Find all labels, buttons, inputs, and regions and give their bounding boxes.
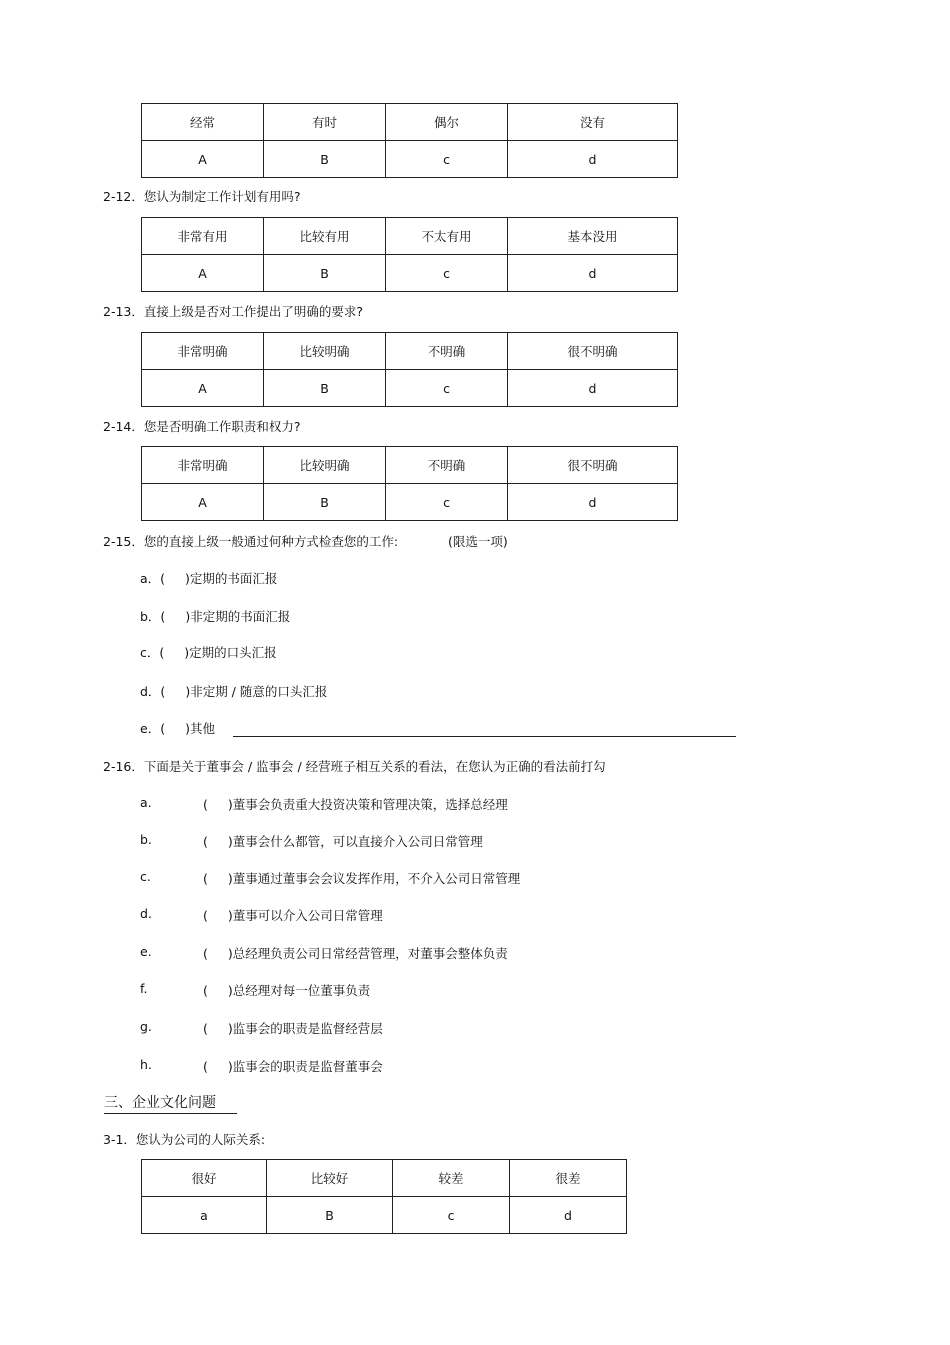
choice-text: )定期的口头汇报 (184, 645, 277, 660)
statement-text: )监事会的职责是监督董事会 (227, 1059, 383, 1074)
choice-text: )定期的书面汇报 (185, 571, 278, 586)
table-header-cell: 不明确 (386, 447, 508, 484)
table-value-cell: A (142, 370, 264, 407)
table-header-cell: 偶尔 (386, 104, 508, 141)
table-header-cell: 基本没用 (508, 218, 678, 255)
table-header-cell: 有时 (264, 104, 386, 141)
statement-text: )董事会什么都管，可以直接介入公司日常管理 (227, 834, 483, 849)
statement-checkbox[interactable] (203, 1019, 383, 1037)
statement-letter: b. (140, 832, 152, 847)
statement-text: )董事通过董事会会议发挥作用，不介入公司日常管理 (227, 871, 521, 886)
table-value-cell: A (142, 255, 264, 292)
statement-letter: e. (140, 944, 152, 959)
table-value-cell: B (264, 141, 386, 178)
statement-item[interactable] (140, 981, 147, 996)
table-header-cell: 比较有用 (264, 218, 386, 255)
checkbox-paren: ( (203, 871, 208, 886)
table-header-cell: 没有 (508, 104, 678, 141)
choice-letter: d．( (140, 684, 166, 699)
table-header-cell: 很不明确 (508, 447, 678, 484)
statement-text: )总经理对每一位董事负责 (227, 983, 371, 998)
table-value-cell: d (508, 255, 678, 292)
table-value-cell: c (393, 1197, 510, 1234)
table-header-cell: 很好 (142, 1160, 267, 1197)
statement-text: )监事会的职责是监督经营层 (227, 1021, 383, 1036)
table-value-cell: A (142, 141, 264, 178)
options-table-2-13 (141, 332, 678, 407)
options-table-2-11 (141, 103, 678, 178)
statement-item[interactable] (140, 906, 152, 921)
choice-letter: c．( (140, 645, 165, 660)
statement-item[interactable] (140, 832, 152, 847)
choice-text: )非定期的书面汇报 (185, 609, 291, 624)
statement-text: )总经理负责公司日常经营管理，对董事会整体负责 (227, 946, 508, 961)
statement-text: )董事可以介入公司日常管理 (227, 908, 383, 923)
table-header-cell: 非常明确 (142, 447, 264, 484)
question-2-12: 2-12．您认为制定工作计划有用吗? (103, 189, 301, 204)
statement-text: )董事会负责重大投资决策和管理决策，选择总经理 (227, 797, 508, 812)
choice-text: )非定期 / 随意的口头汇报 (185, 684, 328, 699)
table-header-cell: 比较明确 (264, 333, 386, 370)
table-header-cell: 非常有用 (142, 218, 264, 255)
table-value-cell: A (142, 484, 264, 521)
statement-item[interactable] (140, 1057, 152, 1072)
table-value-cell: d (508, 484, 678, 521)
table-header-cell: 较差 (393, 1160, 510, 1197)
statement-item[interactable] (140, 795, 152, 810)
table-header-cell: 非常明确 (142, 333, 264, 370)
statement-checkbox[interactable] (203, 869, 520, 887)
question-3-1: 3-1．您认为公司的人际关系: (103, 1132, 266, 1147)
table-header-cell: 比较好 (267, 1160, 393, 1197)
table-value-cell: d (510, 1197, 627, 1234)
choice-item[interactable] (140, 607, 290, 625)
options-table-3-1 (141, 1159, 627, 1234)
statement-checkbox[interactable] (203, 906, 383, 924)
table-header-cell: 经常 (142, 104, 264, 141)
table-value-cell: c (386, 370, 508, 407)
statement-item[interactable] (140, 944, 152, 959)
checkbox-paren: ( (203, 983, 208, 998)
statement-letter: g. (140, 1019, 152, 1034)
statement-letter: d. (140, 906, 152, 921)
checkbox-paren: ( (203, 1021, 208, 1036)
options-table-2-12 (141, 217, 678, 292)
table-value-cell: B (264, 255, 386, 292)
table-value-cell: B (267, 1197, 393, 1234)
table-header-cell: 比较明确 (264, 447, 386, 484)
statement-checkbox[interactable] (203, 981, 370, 999)
question-2-15: 2-15．您的直接上级一般通过何种方式检查您的工作: (103, 534, 399, 549)
checkbox-paren: ( (203, 797, 208, 812)
statement-item[interactable] (140, 1019, 152, 1034)
question-2-14: 2-14．您是否明确工作职责和权力? (103, 419, 301, 434)
choice-item[interactable] (140, 682, 327, 700)
statement-item[interactable] (140, 869, 151, 884)
statement-letter: a. (140, 795, 152, 810)
table-value-cell: c (386, 141, 508, 178)
checkbox-paren: ( (203, 834, 208, 849)
table-value-cell: B (264, 370, 386, 407)
choice-letter: b．( (140, 609, 166, 624)
table-value-cell: c (386, 255, 508, 292)
statement-checkbox[interactable] (203, 1057, 383, 1075)
choice-item[interactable] (140, 569, 277, 587)
checkbox-paren: ( (203, 946, 208, 961)
choice-text: )其他 (185, 721, 215, 736)
table-header-cell: 不太有用 (386, 218, 508, 255)
table-value-cell: d (508, 370, 678, 407)
table-value-cell: a (142, 1197, 267, 1234)
choice-letter: a．( (140, 571, 166, 586)
statement-checkbox[interactable] (203, 832, 483, 850)
choice-item[interactable] (140, 719, 215, 737)
table-header-cell: 很差 (510, 1160, 627, 1197)
options-table-2-14 (141, 446, 678, 521)
statement-checkbox[interactable] (203, 944, 508, 962)
statement-letter: c. (140, 869, 151, 884)
table-value-cell: B (264, 484, 386, 521)
choice-letter: e．( (140, 721, 166, 736)
checkbox-paren: ( (203, 908, 208, 923)
choice-item[interactable] (140, 643, 277, 661)
statement-letter: f. (140, 981, 148, 996)
table-value-cell: d (508, 141, 678, 178)
question-2-13: 2-13．直接上级是否对工作提出了明确的要求? (103, 304, 364, 319)
statement-letter: h. (140, 1057, 152, 1072)
table-header-cell: 不明确 (386, 333, 508, 370)
statement-checkbox[interactable] (203, 795, 508, 813)
table-value-cell: c (386, 484, 508, 521)
question-2-15-note: (限选一项) (448, 534, 508, 549)
question-2-16: 2-16．下面是关于董事会 / 监事会 / 经营班子相互关系的看法，在您认为正确的看法前打勾 (103, 759, 606, 774)
section-title: 三、企业文化问题 (104, 1092, 237, 1114)
other-fill-in-line[interactable] (233, 736, 736, 737)
table-header-cell: 很不明确 (508, 333, 678, 370)
checkbox-paren: ( (203, 1059, 208, 1074)
